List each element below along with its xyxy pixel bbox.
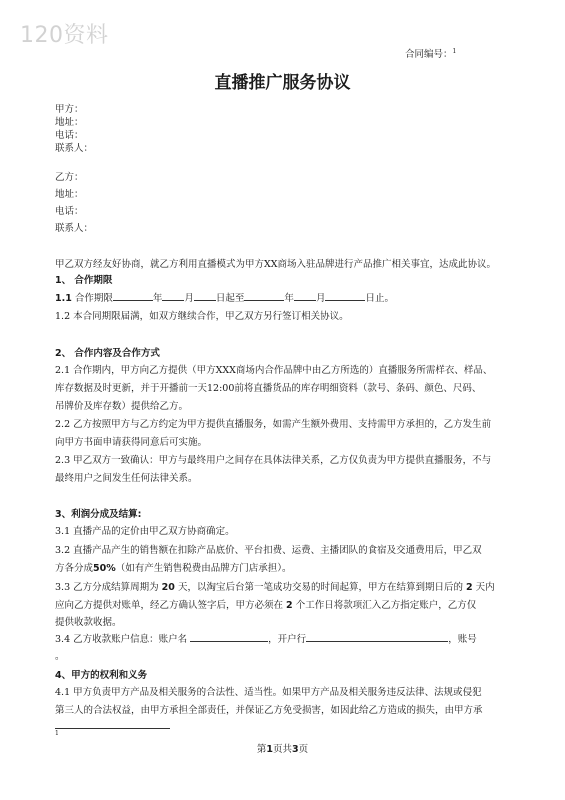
clause-3-2-line: 3.2 直播产品产生的销售额在扣除产品底价、平台扣费、运费、主播团队的食宿及交通费用后，甲乙双 (55, 545, 482, 556)
section-3-title: 3、利润分成及结算: (55, 509, 142, 520)
party-b-label: 乙方： (55, 172, 84, 183)
clause-1-2: 1.2 本合同期限届满，如双方继续合作，甲乙双方另行签订相关协议。 (55, 311, 349, 322)
clause-2-2-line: 2.2 乙方按照甲方与乙方约定为甲方提供直播服务，如需产生额外费用、支持需甲方承担的，乙方发生前 (55, 419, 492, 430)
party-a-label: 甲方： (55, 104, 84, 115)
bank-blank[interactable] (306, 632, 448, 642)
section-1-title: 1、 合作期限 (55, 275, 113, 286)
watermark: 120资料 (20, 23, 109, 48)
document-title: 直播推广服务协议 (214, 73, 351, 93)
blank-field (113, 291, 153, 301)
blank-field (244, 291, 284, 301)
footnote-mark: 1 (452, 47, 457, 55)
contract-number-label: 合同编号： (405, 49, 453, 60)
blank-field (194, 291, 216, 301)
clause-3-2-line: 方各分成50%（如有产生销售税费由品牌方门店承担）。 (55, 563, 292, 574)
clause-3-3-line: 应向乙方提供对账单，经乙方确认签字后，甲方必须在 2 个工作日将款项汇入乙方指定账户，乙方仅 (55, 600, 477, 611)
account-name-blank[interactable] (190, 632, 268, 642)
clause-2-3-line: 最终用户之间发生任何法律关系。 (55, 473, 198, 484)
section-4-title: 4、甲方的权利和义务 (55, 670, 148, 681)
clause-2-2-line: 向甲方书面申请获得同意后可实施。 (55, 437, 208, 448)
clause-3-3-line: 3.3 乙方分成结算周期为 20 天，以淘宝后台第一笔成功交易的时间起算，甲方在结算到期日后的 2 天内 (55, 582, 495, 593)
blank-field (162, 291, 184, 301)
party-a-contact: 联系人： (55, 143, 94, 154)
clause-2-1-line: 吊牌价及库存数）提供给乙方。 (55, 401, 189, 412)
party-b-address: 地址： (55, 189, 84, 200)
intro-paragraph: 甲乙双方经友好协商，就乙方利用直播模式为甲方XX商场入驻品牌进行产品推广相关事宜，达成此协议。 (55, 259, 497, 270)
clause-4-1-line: 4.1 甲方负责甲方产品及相关服务的合法性、适当性。如果甲方产品及相关服务违反法律、法规或侵犯 (55, 687, 482, 698)
party-b-phone: 电话： (55, 206, 84, 217)
clause-4-1-line: 第三人的合法权益，由甲方承担全部责任，并保证乙方免受损害，如因此给乙方造成的损失，由甲方承 (55, 705, 483, 716)
clause-2-3-line: 2.3 甲乙双方一致确认：甲方与最终用户之间存在具体法律关系，乙方仅负责为甲方提供直播服务，不与 (55, 455, 492, 466)
contract-number (405, 46, 456, 60)
party-a-address: 地址： (55, 117, 84, 128)
clause-3-4: 3.4 乙方收款账户信息：账户名 ，开户行 ，账号 (55, 634, 477, 645)
party-a-phone: 电话： (55, 130, 84, 141)
clause-2-1-line: 库存数据及时更新，并于开播前一天12:00前将直播货品的库存明细资料（款号、条码、颜色、尺码、 (55, 383, 482, 394)
clause-2-1-line: 2.1 合作期内，甲方向乙方提供（甲方XXX商场内合作品牌中由乙方所选的）直播服务所需样衣、样品、 (55, 365, 493, 376)
clause-3-3-line: 提供收款收据。 (55, 617, 122, 628)
footnote-rule (55, 728, 170, 729)
clause-3-1: 3.1 直播产品的定价由甲乙双方协商确定。 (55, 526, 235, 537)
clause-3-4-end: 。 (55, 651, 65, 662)
footnote: 1 (55, 730, 59, 737)
clause-1-1: 1.1 合作期限 年 月 日起至 年 月 日止。 (55, 293, 394, 304)
blank-field (294, 291, 316, 301)
party-b-contact: 联系人： (55, 223, 94, 234)
blank-field (325, 291, 365, 301)
section-2-title: 2、 合作内容及合作方式 (55, 348, 160, 359)
page-footer: 第1页共3页 (256, 744, 309, 755)
